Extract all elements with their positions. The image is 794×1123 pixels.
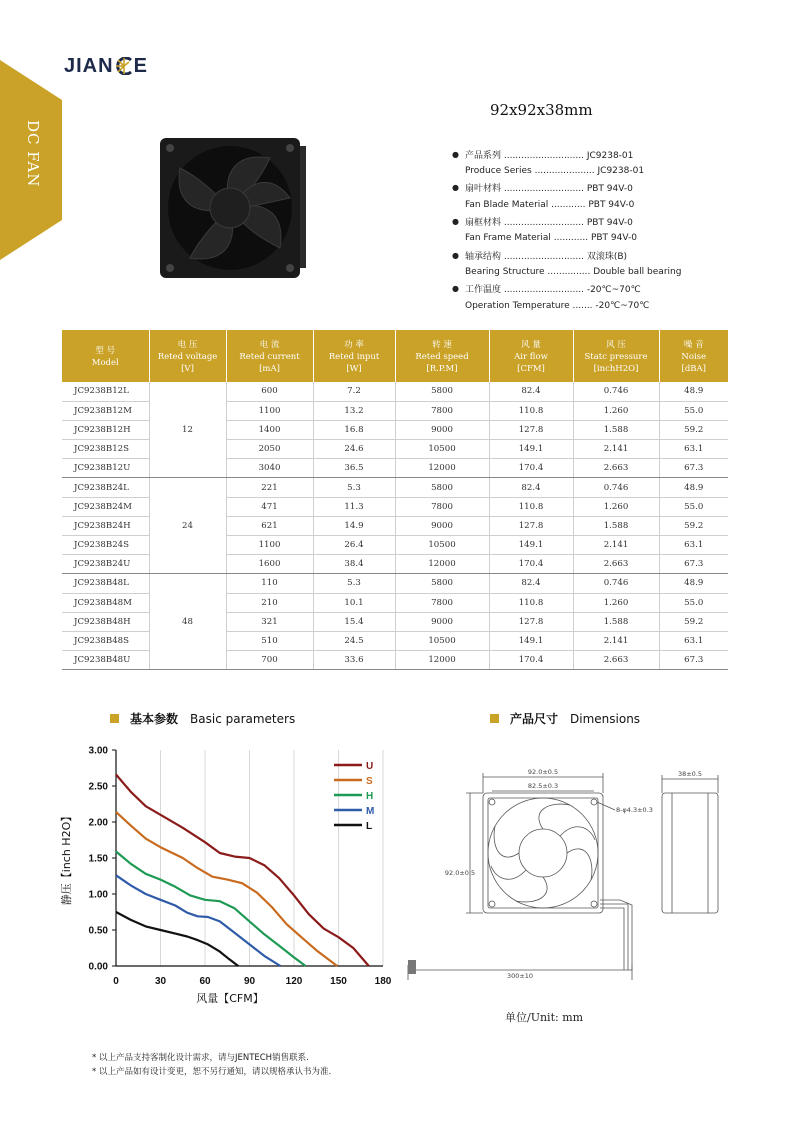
- table-cell: 26.4: [313, 536, 395, 555]
- table-cell: 24: [149, 478, 226, 574]
- table-cell: 67.3: [659, 651, 728, 670]
- table-cell: 24.5: [313, 631, 395, 650]
- table-cell: JC9238B48S: [62, 631, 149, 650]
- table-cell: 170.4: [489, 651, 573, 670]
- header-en: Reted voltage: [157, 352, 218, 362]
- header-unit: [R.P.M]: [426, 364, 458, 374]
- section-basic-title-cn: 基本参数: [130, 712, 179, 726]
- table-cell: 2.663: [573, 459, 659, 478]
- section-marker: [490, 714, 499, 723]
- table-cell: 3040: [226, 459, 313, 478]
- sun-icon: [115, 57, 133, 75]
- table-cell: 5800: [395, 574, 489, 593]
- spec-en-text: Operation Temperature ....... -20℃~70℃: [465, 300, 650, 311]
- table-cell: 55.0: [659, 497, 728, 516]
- table-cell: 59.2: [659, 516, 728, 535]
- spec-en-text: Fan Blade Material ............ PBT 94V-0: [465, 199, 635, 210]
- table-cell: 1.260: [573, 497, 659, 516]
- fan-product-photo: [160, 138, 306, 278]
- series-line-S: [116, 812, 337, 966]
- dim-width-label: 92.0±0.5: [527, 768, 559, 776]
- table-cell: 11.3: [313, 497, 395, 516]
- table-cell: 59.2: [659, 612, 728, 631]
- table-cell: JC9238B24U: [62, 555, 149, 574]
- table-cell: JC9238B12M: [62, 401, 149, 420]
- unit-label: 单位/Unit: mm: [505, 1011, 584, 1024]
- bullet-icon: ●: [452, 284, 459, 294]
- table-cell: 67.3: [659, 555, 728, 574]
- x-tick-label: 90: [243, 976, 256, 987]
- section-dimensions: [490, 710, 640, 727]
- dim-hole-label: 8-φ4.3±0.3: [616, 806, 653, 814]
- section-dim-title-en: Dimensions: [570, 711, 641, 726]
- header-unit: [CFM]: [517, 364, 545, 374]
- spec-en-text: Fan Frame Material ............ PBT 94V-0: [465, 233, 637, 244]
- spec-cn-text: 产品系列 ............................ JC9238-01: [465, 150, 634, 161]
- table-cell: 127.8: [489, 612, 573, 631]
- table-cell: 14.9: [313, 516, 395, 535]
- brand-logo-text-left: JIAN: [64, 54, 114, 77]
- series-line-U: [116, 775, 369, 967]
- table-cell: 1100: [226, 536, 313, 555]
- table-cell: JC9238B12S: [62, 440, 149, 459]
- table-cell: 2.141: [573, 536, 659, 555]
- section-marker: [110, 714, 119, 723]
- table-cell: JC9238B48M: [62, 593, 149, 612]
- table-header-cell: [313, 330, 395, 382]
- table-cell: 127.8: [489, 420, 573, 439]
- table-cell: JC9238B12L: [62, 382, 149, 401]
- bullet-icon: ●: [452, 183, 459, 193]
- table-cell: 7800: [395, 401, 489, 420]
- spec-cn-text: 工作温度 ............................ -20℃~70℃: [465, 285, 641, 296]
- y-tick-label: 0.00: [88, 961, 108, 973]
- spec-row-cn: [452, 280, 681, 297]
- table-row: [62, 478, 728, 497]
- brand-logo-text-right: E: [133, 54, 148, 77]
- table-row: [62, 382, 728, 401]
- side-tab-label: [24, 120, 42, 140]
- footnote-2: * 以上产品如有设计变更，恕不另行通知，请以规格承认书为准.: [92, 1067, 332, 1077]
- section-basic-title-en: Basic parameters: [190, 711, 296, 726]
- table-cell: 1400: [226, 420, 313, 439]
- legend-label: U: [366, 761, 374, 772]
- table-cell: 0.746: [573, 574, 659, 593]
- table-cell: 221: [226, 478, 313, 497]
- header-cn: 噪 音: [683, 340, 704, 350]
- table-cell: 1.588: [573, 420, 659, 439]
- x-tick-label: 120: [285, 976, 303, 987]
- table-cell: 33.6: [313, 651, 395, 670]
- section-basic-parameters: [110, 710, 295, 727]
- table-cell: 9000: [395, 516, 489, 535]
- table-cell: 149.1: [489, 440, 573, 459]
- y-tick-label: 3.00: [88, 745, 108, 757]
- table-cell: 0.746: [573, 382, 659, 401]
- table-cell: 5800: [395, 382, 489, 401]
- table-cell: 471: [226, 497, 313, 516]
- header-cn: 功 率: [344, 340, 364, 350]
- table-cell: 9000: [395, 420, 489, 439]
- table-cell: 5.3: [313, 574, 395, 593]
- bullet-icon: ●: [452, 217, 459, 227]
- x-tick-label: 30: [154, 976, 167, 987]
- y-tick-label: 1.50: [88, 853, 108, 865]
- header-unit: [W]: [346, 364, 362, 374]
- table-cell: 1.260: [573, 593, 659, 612]
- table-cell: 63.1: [659, 631, 728, 650]
- table-cell: JC9238B48U: [62, 651, 149, 670]
- table-cell: 10500: [395, 631, 489, 650]
- dim-inner-label: 82.5±0.3: [527, 782, 559, 790]
- header-unit: [dBA]: [681, 364, 706, 374]
- spec-row-cn: [452, 247, 681, 264]
- table-header-cell: [226, 330, 313, 382]
- y-tick-label: 1.00: [88, 889, 108, 901]
- table-header-cell: [659, 330, 728, 382]
- header-cn: 风 压: [606, 340, 626, 350]
- table-cell: 600: [226, 382, 313, 401]
- table-cell: 1.260: [573, 401, 659, 420]
- spec-en-text: Bearing Structure ............... Double ball bearing: [465, 266, 682, 277]
- table-cell: 1100: [226, 401, 313, 420]
- table-cell: 82.4: [489, 574, 573, 593]
- header-en: Reted speed: [415, 352, 469, 362]
- table-cell: 2050: [226, 440, 313, 459]
- table-cell: JC9238B24L: [62, 478, 149, 497]
- table-cell: 55.0: [659, 593, 728, 612]
- legend-label: S: [366, 776, 373, 787]
- dim-height-label: 92.0±0.5: [444, 869, 476, 877]
- table-cell: 12000: [395, 651, 489, 670]
- table-cell: 12: [149, 382, 226, 478]
- header-en: Noise: [681, 352, 707, 362]
- header-cn: 转 速: [432, 340, 452, 350]
- spec-row-cn: [452, 146, 681, 163]
- table-cell: 13.2: [313, 401, 395, 420]
- table-header-row: [62, 330, 728, 382]
- table-cell: 48.9: [659, 574, 728, 593]
- spec-row-en: [452, 196, 681, 213]
- table-header-cell: [149, 330, 226, 382]
- spec-row-en: [452, 264, 681, 281]
- table-cell: 1600: [226, 555, 313, 574]
- table-cell: 10.1: [313, 593, 395, 612]
- spec-row-en: [452, 230, 681, 247]
- model-size-title: 92x92x38mm: [490, 101, 593, 119]
- bullet-icon: ●: [452, 149, 459, 159]
- legend-label: H: [366, 791, 374, 802]
- spec-cn-text: 轴承结构 ............................ 双滚珠(B): [465, 251, 628, 262]
- legend-label: M: [366, 806, 375, 817]
- header-cn: 电 流: [259, 340, 280, 350]
- table-header-cell: [395, 330, 489, 382]
- table-cell: 2.663: [573, 555, 659, 574]
- spec-cn-text: 扇框材料 ............................ PBT 94V-0: [465, 218, 633, 229]
- table-cell: 7.2: [313, 382, 395, 401]
- table-cell: JC9238B24H: [62, 516, 149, 535]
- x-tick-label: 0: [113, 976, 119, 987]
- table-cell: JC9238B12H: [62, 420, 149, 439]
- table-cell: 15.4: [313, 612, 395, 631]
- table-cell: 321: [226, 612, 313, 631]
- table-cell: JC9238B48H: [62, 612, 149, 631]
- table-cell: 2.663: [573, 651, 659, 670]
- spec-en-text: Produce Series ..................... JC9238-01: [465, 166, 645, 177]
- header-en: Reted current: [239, 352, 300, 362]
- table-cell: 170.4: [489, 555, 573, 574]
- table-cell: 48.9: [659, 382, 728, 401]
- table-cell: 110.8: [489, 401, 573, 420]
- table-cell: 63.1: [659, 440, 728, 459]
- pq-curve-chart: [58, 740, 398, 1010]
- table-cell: 170.4: [489, 459, 573, 478]
- dimension-drawing: [400, 765, 740, 995]
- table-cell: 16.8: [313, 420, 395, 439]
- y-tick-label: 2.50: [88, 781, 108, 793]
- header-cn: 风 量: [521, 340, 541, 350]
- spec-list: [452, 146, 681, 314]
- table-cell: 1.588: [573, 612, 659, 631]
- table-cell: 2.141: [573, 440, 659, 459]
- table-cell: 149.1: [489, 631, 573, 650]
- bullet-icon: ●: [452, 250, 459, 260]
- spec-table: [62, 330, 728, 670]
- table-cell: 2.141: [573, 631, 659, 650]
- table-header-cell: [62, 330, 149, 382]
- table-cell: 149.1: [489, 536, 573, 555]
- x-tick-label: 180: [374, 976, 392, 987]
- table-cell: 127.8: [489, 516, 573, 535]
- table-cell: 510: [226, 631, 313, 650]
- table-cell: 38.4: [313, 555, 395, 574]
- spec-cn-text: 扇叶材料 ............................ PBT 94V-0: [465, 184, 633, 195]
- brand-logo: [64, 55, 148, 77]
- header-unit: [inchH2O]: [593, 364, 639, 374]
- header-en: Statc pressure: [584, 352, 648, 362]
- table-cell: 63.1: [659, 536, 728, 555]
- spec-row-en: [452, 297, 681, 314]
- x-tick-label: 150: [330, 976, 347, 987]
- table-cell: 24.6: [313, 440, 395, 459]
- table-cell: 48.9: [659, 478, 728, 497]
- table-cell: 59.2: [659, 420, 728, 439]
- header-cn: 型 号: [95, 346, 116, 356]
- spec-row-cn: [452, 180, 681, 197]
- spec-row-cn: [452, 213, 681, 230]
- table-cell: 10500: [395, 536, 489, 555]
- table-cell: 110: [226, 574, 313, 593]
- table-cell: 9000: [395, 612, 489, 631]
- table-cell: 67.3: [659, 459, 728, 478]
- table-body: [62, 382, 728, 670]
- table-cell: JC9238B24S: [62, 536, 149, 555]
- table-cell: 621: [226, 516, 313, 535]
- table-cell: 700: [226, 651, 313, 670]
- series-line-L: [116, 912, 238, 966]
- table-cell: 210: [226, 593, 313, 612]
- series-line-M: [116, 875, 280, 966]
- table-cell: 5800: [395, 478, 489, 497]
- table-header-cell: [489, 330, 573, 382]
- table-cell: 82.4: [489, 478, 573, 497]
- table-cell: 36.5: [313, 459, 395, 478]
- table-cell: JC9238B48L: [62, 574, 149, 593]
- y-tick-label: 2.00: [88, 817, 108, 829]
- table-cell: 82.4: [489, 382, 573, 401]
- table-cell: 12000: [395, 459, 489, 478]
- x-axis-label: 风量【CFM】: [196, 992, 264, 1005]
- footnote-1: * 以上产品支持客制化设计需求，请与JENTECH销售联系.: [92, 1053, 309, 1063]
- table-cell: 48: [149, 574, 226, 670]
- header-unit: [V]: [181, 364, 194, 374]
- spec-row-en: [452, 163, 681, 180]
- table-cell: 55.0: [659, 401, 728, 420]
- table-cell: 1.588: [573, 516, 659, 535]
- table-cell: 0.746: [573, 478, 659, 497]
- table-cell: 12000: [395, 555, 489, 574]
- table-cell: 110.8: [489, 497, 573, 516]
- table-cell: 110.8: [489, 593, 573, 612]
- header-en: Model: [91, 358, 119, 368]
- y-axis-label: 静压【inch H2O】: [60, 810, 73, 906]
- table-row: [62, 574, 728, 593]
- header-en: Air flow: [514, 352, 548, 362]
- header-en: Reted input: [328, 352, 380, 362]
- series-line-H: [116, 852, 306, 967]
- legend-label: L: [366, 821, 373, 832]
- dim-cable-label: 300±10: [506, 972, 534, 980]
- header-unit: [mA]: [259, 364, 280, 374]
- x-tick-label: 60: [199, 976, 211, 987]
- table-cell: 7800: [395, 593, 489, 612]
- section-dim-title-cn: 产品尺寸: [510, 712, 559, 726]
- table-cell: 7800: [395, 497, 489, 516]
- table-cell: JC9238B12U: [62, 459, 149, 478]
- header-cn: 电 压: [177, 340, 198, 350]
- table-header-cell: [573, 330, 659, 382]
- footnotes: [92, 1051, 331, 1079]
- table-cell: 5.3: [313, 478, 395, 497]
- dim-depth-label: 38±0.5: [677, 770, 703, 778]
- y-tick-label: 0.50: [88, 925, 108, 937]
- table-cell: 10500: [395, 440, 489, 459]
- table-cell: JC9238B24M: [62, 497, 149, 516]
